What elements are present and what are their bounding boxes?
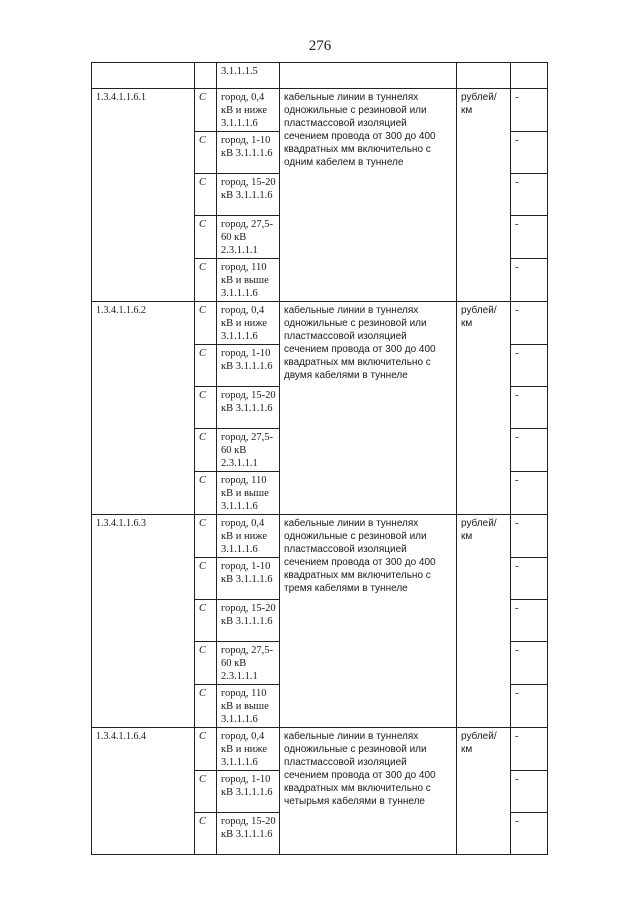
category-letter-cell: С: [195, 685, 217, 728]
category-letter-cell: С: [195, 259, 217, 302]
zone-voltage-cell: город, 110 кВ и выше 3.1.1.1.6: [217, 685, 280, 728]
category-letter-cell: С: [195, 89, 217, 132]
item-code-cell: 1.3.4.1.1.6.1: [92, 89, 195, 302]
table-row: [92, 515, 548, 558]
description-cell: кабельные линии в туннелях одножильные с резиновой или пластмассовой изоляцией сечением провода от 300 до 400 квадратных мм включительно с двумя кабелями в туннеле: [280, 302, 457, 515]
zone-cell: 3.1.1.1.5: [217, 63, 280, 89]
zone-voltage-cell: город, 110 кВ и выше 3.1.1.1.6: [217, 259, 280, 302]
table-row: [92, 728, 548, 771]
category-letter-cell: С: [195, 642, 217, 685]
value-cell: -: [511, 771, 548, 813]
value-cell: -: [511, 472, 548, 515]
zone-voltage-cell: город, 1-10 кВ 3.1.1.1.6: [217, 558, 280, 600]
value-cell: -: [511, 429, 548, 472]
zone-voltage-cell: город, 27,5-60 кВ 2.3.1.1.1: [217, 429, 280, 472]
item-code-cell: 1.3.4.1.1.6.2: [92, 302, 195, 515]
value-cell: -: [511, 89, 548, 132]
unit-cell: рублей/ км: [457, 728, 511, 855]
zone-voltage-cell: город, 0,4 кВ и ниже 3.1.1.1.6: [217, 728, 280, 771]
value-cell: -: [511, 813, 548, 855]
zone-voltage-cell: город, 110 кВ и выше 3.1.1.1.6: [217, 472, 280, 515]
value-cell: -: [511, 642, 548, 685]
category-letter-cell: С: [195, 515, 217, 558]
value-cell: -: [511, 558, 548, 600]
value-cell: [511, 63, 548, 89]
value-cell: -: [511, 216, 548, 259]
description-cell: кабельные линии в туннелях одножильные с резиновой или пластмассовой изоляцией сечением провода от 300 до 400 квадратных мм включительно с тремя кабелями в туннеле: [280, 515, 457, 728]
category-letter-cell: С: [195, 771, 217, 813]
zone-voltage-cell: город, 1-10 кВ 3.1.1.1.6: [217, 132, 280, 174]
zone-voltage-cell: город, 0,4 кВ и ниже 3.1.1.1.6: [217, 89, 280, 132]
unit-cell: [457, 63, 511, 89]
tariff-table: [91, 62, 548, 855]
zone-voltage-cell: город, 15-20 кВ 3.1.1.1.6: [217, 174, 280, 216]
table-row: [92, 89, 548, 132]
value-cell: -: [511, 515, 548, 558]
category-letter-cell: С: [195, 302, 217, 345]
category-letter-cell: С: [195, 600, 217, 642]
category-letter-cell: С: [195, 813, 217, 855]
unit-cell: рублей/ км: [457, 515, 511, 728]
item-code-cell: 1.3.4.1.1.6.4: [92, 728, 195, 855]
value-cell: -: [511, 685, 548, 728]
zone-voltage-cell: город, 15-20 кВ 3.1.1.1.6: [217, 600, 280, 642]
unit-cell: рублей/ км: [457, 302, 511, 515]
value-cell: -: [511, 345, 548, 387]
zone-voltage-cell: город, 27,5-60 кВ 2.3.1.1.1: [217, 642, 280, 685]
value-cell: -: [511, 302, 548, 345]
category-letter-cell: С: [195, 216, 217, 259]
category-letter-cell: С: [195, 728, 217, 771]
category-letter-cell: С: [195, 558, 217, 600]
value-cell: -: [511, 728, 548, 771]
value-cell: -: [511, 174, 548, 216]
zone-voltage-cell: город, 1-10 кВ 3.1.1.1.6: [217, 345, 280, 387]
zone-voltage-cell: город, 15-20 кВ 3.1.1.1.6: [217, 387, 280, 429]
description-cell: [280, 63, 457, 89]
item-code-cell: 1.3.4.1.1.6.3: [92, 515, 195, 728]
unit-cell: рублей/ км: [457, 89, 511, 302]
value-cell: -: [511, 387, 548, 429]
category-letter-cell: С: [195, 174, 217, 216]
letter-cell: [195, 63, 217, 89]
page-number: 276: [308, 38, 332, 54]
category-letter-cell: С: [195, 387, 217, 429]
code-cell: [92, 63, 195, 89]
category-letter-cell: С: [195, 429, 217, 472]
table-row-continuation: [92, 63, 548, 89]
description-cell: кабельные линии в туннелях одножильные с резиновой или пластмассовой изоляцией сечением провода от 300 до 400 квадратных мм включительно с одним кабелем в туннеле: [280, 89, 457, 302]
zone-voltage-cell: город, 15-20 кВ 3.1.1.1.6: [217, 813, 280, 855]
category-letter-cell: С: [195, 472, 217, 515]
description-cell: кабельные линии в туннелях одножильные с резиновой или пластмассовой изоляцией сечением провода от 300 до 400 квадратных мм включительно с четырьмя кабелями в туннеле: [280, 728, 457, 855]
zone-voltage-cell: город, 27,5-60 кВ 2.3.1.1.1: [217, 216, 280, 259]
tariff-table-body: [92, 63, 548, 855]
zone-voltage-cell: город, 0,4 кВ и ниже 3.1.1.1.6: [217, 302, 280, 345]
table-row: [92, 302, 548, 345]
value-cell: -: [511, 259, 548, 302]
value-cell: -: [511, 132, 548, 174]
zone-voltage-cell: город, 1-10 кВ 3.1.1.1.6: [217, 771, 280, 813]
zone-voltage-cell: город, 0,4 кВ и ниже 3.1.1.1.6: [217, 515, 280, 558]
value-cell: -: [511, 600, 548, 642]
category-letter-cell: С: [195, 132, 217, 174]
category-letter-cell: С: [195, 345, 217, 387]
